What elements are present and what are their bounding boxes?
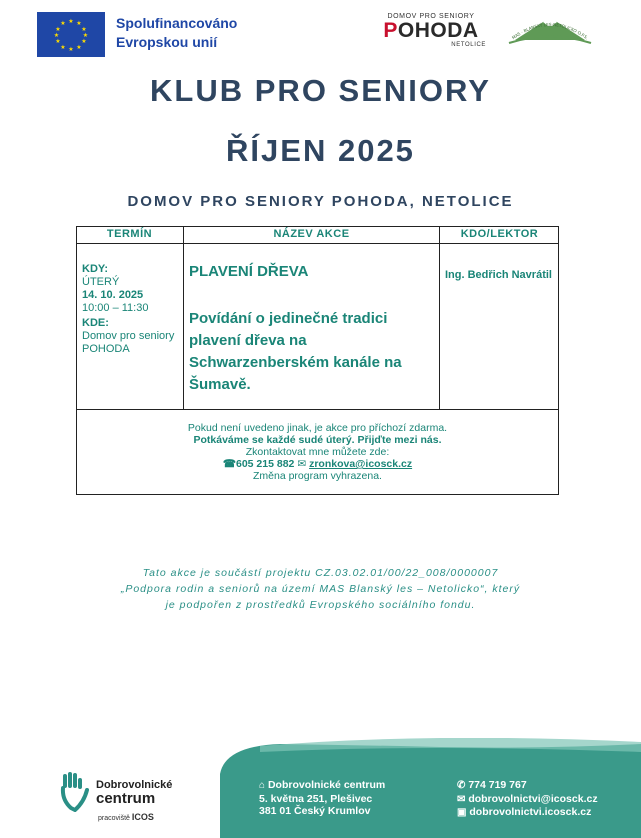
info-meeting: Potkáváme se každé sudé úterý. Přijďte mezi nás. bbox=[193, 434, 442, 446]
svg-text:★: ★ bbox=[55, 26, 61, 33]
where-label: KDE: bbox=[82, 317, 109, 329]
pohoda-logo bbox=[376, 13, 486, 55]
svg-text:★: ★ bbox=[60, 44, 66, 51]
footer-email[interactable]: dobrovolnictvi@icosck.cz bbox=[468, 792, 598, 805]
event-description: Povídání o jedinečné tradici plavení dřeva na Schwarzenberském kanále na Šumavě. bbox=[189, 310, 402, 393]
svg-text:★: ★ bbox=[76, 20, 82, 27]
svg-text:★: ★ bbox=[81, 38, 87, 45]
home-icon: ⌂ bbox=[259, 780, 266, 791]
mail-icon: ✉ bbox=[457, 793, 466, 805]
footer-contact bbox=[457, 779, 598, 820]
svg-text:★: ★ bbox=[68, 46, 74, 53]
svg-text:★: ★ bbox=[55, 38, 61, 45]
svg-text:★: ★ bbox=[68, 18, 74, 25]
event-day: ÚTERÝ bbox=[82, 276, 120, 288]
month-title: ŘÍJEN 2025 bbox=[226, 133, 415, 168]
info-change-note: Změna program vyhrazena. bbox=[253, 470, 382, 482]
column-header-event: NÁZEV AKCE bbox=[273, 228, 350, 240]
event-title: PLAVENÍ DŘEVA bbox=[189, 263, 309, 280]
table-divider bbox=[76, 409, 559, 410]
info-free-entry: Pokud není uvedeno jinak, je akce pro příchozí zdarma. bbox=[187, 422, 448, 434]
footer-logo-line1: Dobrovolnické bbox=[96, 779, 173, 791]
mas-logo bbox=[505, 10, 595, 50]
column-header-lector: KDO/LEKTOR bbox=[460, 228, 539, 240]
event-term bbox=[82, 263, 182, 356]
svg-text:★: ★ bbox=[53, 32, 60, 39]
project-statement: Tato akce je součástí projektu CZ.03.02.01/00/22_008/0000007 „Podpora rodin a seniorů na území MAS Blanský les – Netolicko“, který je podpořen z prostředků Evropského sociálního fondu. bbox=[120, 567, 521, 611]
column-header-termin: TERMÍN bbox=[106, 228, 153, 240]
event-date: 14. 10. 2025 bbox=[82, 289, 144, 301]
svg-text:★: ★ bbox=[60, 20, 66, 27]
table-divider bbox=[439, 226, 440, 410]
table-divider bbox=[76, 243, 559, 244]
contact-email-link[interactable]: zronkova@icosck.cz bbox=[309, 458, 413, 470]
eu-flag-icon bbox=[37, 12, 105, 57]
phone-icon: ☎ bbox=[222, 458, 236, 470]
event-place: Domov pro seniory POHODA bbox=[82, 330, 175, 355]
event-time: 10:00 – 11:30 bbox=[82, 302, 149, 314]
svg-text:MAS · BLANSKÝ LES-NETOLICKO O.: MAS · BLANSKÝ LES-NETOLICKO O.P.S. bbox=[510, 21, 590, 41]
pohoda-bottom-text: NETOLICE bbox=[451, 42, 486, 48]
when-label: KDY: bbox=[82, 263, 109, 275]
pohoda-top-text: DOMOV PRO SENIORY bbox=[387, 13, 475, 20]
mail-icon: ✉ bbox=[297, 458, 307, 470]
svg-text:★: ★ bbox=[82, 32, 89, 39]
table-divider bbox=[183, 226, 184, 410]
phone-icon: ✆ bbox=[457, 780, 466, 791]
info-contact-intro: Zkontaktovat mne můžete zde: bbox=[245, 446, 390, 458]
table-info bbox=[77, 422, 558, 482]
eu-cofinance-label: Spolufinancováno Evropskou unií bbox=[116, 15, 238, 50]
pohoda-name: POHODA bbox=[383, 19, 479, 42]
footer-logo-line2: centrum bbox=[96, 790, 156, 807]
svg-text:★: ★ bbox=[81, 26, 87, 33]
lector-name: Ing. Bedřich Navrátil bbox=[445, 269, 552, 281]
footer-phone: 774 719 767 bbox=[468, 779, 527, 791]
footer-web[interactable]: dobrovolnictvi.icosck.cz bbox=[469, 806, 592, 818]
footer-logo-line3: pracoviště ICOS bbox=[98, 812, 154, 822]
web-icon: ▣ bbox=[457, 807, 467, 818]
page-title: KLUB PRO SENIORY bbox=[150, 73, 491, 108]
footer-address: ⌂ Dobrovolnické centrum 5. května 251, Plešivec 381 01 Český Krumlov bbox=[259, 779, 386, 817]
contact-phone: 605 215 882 bbox=[236, 458, 295, 470]
svg-text:★: ★ bbox=[76, 44, 82, 51]
venue-subtitle: DOMOV PRO SENIORY POHODA, NETOLICE bbox=[127, 193, 514, 210]
